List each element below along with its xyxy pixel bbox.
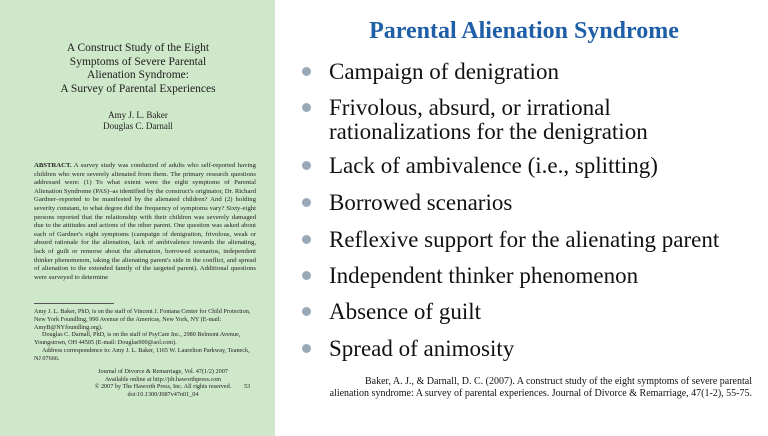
bullet-icon bbox=[302, 271, 311, 280]
reference-citation: Baker, A. J., & Darnall, D. C. (2007). A construct study of the eight symptoms of severe parental alienation syndrome: A survey of parental experiences. Journal of Divorce & Remarriage, 47(1-2), 55-75. bbox=[329, 376, 752, 399]
footnote: Amy J. L. Baker, PhD, is on the staff of Vincent J. Fontana Center for Child Protection, New York Foundling, 990 Avenue of the Americas, New York, NY (E-mail: AmyB@NYfoundling.org). bbox=[34, 308, 251, 331]
list-item-text: Reflexive support for the alienating parent bbox=[329, 227, 720, 252]
journal-info bbox=[70, 368, 256, 398]
list-item-text: rationalizations for the denigration bbox=[329, 119, 648, 144]
paper-authors bbox=[20, 110, 256, 132]
list-item-text: Lack of ambivalence (i.e., splitting) bbox=[329, 153, 658, 178]
list-item-text: Spread of animosity bbox=[329, 336, 515, 361]
list-item-text: Frivolous, absurd, or irrational bbox=[329, 95, 611, 120]
journal-line: Journal of Divorce & Remarriage, Vol. 47(1/2) 2007 bbox=[98, 368, 228, 375]
paper-title-line: A Construct Study of the Eight bbox=[66, 42, 210, 54]
bullet-icon bbox=[302, 103, 311, 112]
paper-abstract bbox=[34, 162, 256, 282]
author-name: Douglas C. Darnall bbox=[103, 121, 173, 131]
bullet-icon bbox=[302, 235, 311, 244]
footnote-divider bbox=[34, 303, 114, 304]
paper-title-line: A Survey of Parental Experiences bbox=[60, 82, 216, 95]
bullet-icon bbox=[302, 198, 311, 207]
paper-title-line: Alienation Syndrome: bbox=[87, 69, 189, 81]
paper-excerpt-panel bbox=[0, 0, 275, 436]
list-item-text: Borrowed scenarios bbox=[329, 190, 513, 215]
page-number: 53 bbox=[244, 383, 251, 390]
abstract-label: ABSTRACT. bbox=[34, 162, 72, 169]
journal-line: doi:10.1300/J087v47n01_04 bbox=[127, 390, 199, 398]
journal-line: Available online at http://jdr.haworthpress.com bbox=[104, 375, 222, 383]
list-item-text: Independent thinker phenomenon bbox=[329, 263, 639, 288]
slide-title: Parental Alienation Syndrome bbox=[369, 18, 679, 44]
author-name: Amy J. L. Baker bbox=[108, 110, 168, 120]
footnote: Address correspondence to: Amy J. L. Baker, 1165 W. Laurelton Parkway, Teaneck, NJ 07666. bbox=[34, 346, 250, 362]
journal-line: © 2007 by The Haworth Press, Inc. All rights reserved. bbox=[94, 383, 232, 391]
list-item-text: Absence of guilt bbox=[329, 299, 482, 324]
paper-title-line: Symptoms of Severe Parental bbox=[69, 55, 207, 68]
paper-footnotes bbox=[34, 308, 256, 363]
bullet-icon bbox=[302, 307, 311, 316]
list-item-text: Campaign of denigration bbox=[329, 59, 559, 84]
bullet-icon bbox=[302, 67, 311, 76]
paper-title bbox=[20, 42, 256, 96]
bullet-icon bbox=[302, 161, 311, 170]
abstract-text: A survey study was conducted of adults who self-reported having children who were severely alienated from them. The primary research questions addressed were: (1) To what extent were the eight symptoms of Parental Alienation Syndrome (PAS)–as identified by the construct's originator, Dr. Richard Gardner–reported to be manifested by the alienated children? And (2) holding severity constant, to what degree did the frequency of symptoms vary? Sixty-eight persons reported that the relationship with their children was severely damaged due to the attitudes and actions of the other parent. One question was asked about each of Gardner's eight symptoms (campaign of denigration, frivolous, weak or absurd rationale for the alienation, lack of ambivalence towards the alienating, lack of guilt or remorse about the alienation, borrowed scenarios, independent thinker phenomenon, taking the alienating parent's side in the conflict, and spread of alienation to the extended family of the targeted parent). Additional questions were surveyed to determine bbox=[34, 162, 256, 281]
footnote: Douglas C. Darnall, PhD, is on the staff of PsyCare Inc., 2980 Belmont Avenue, Youngstown, OH 44505 (E-mail: Douglas900@aol.com). bbox=[34, 331, 241, 347]
bullet-icon bbox=[302, 344, 311, 353]
